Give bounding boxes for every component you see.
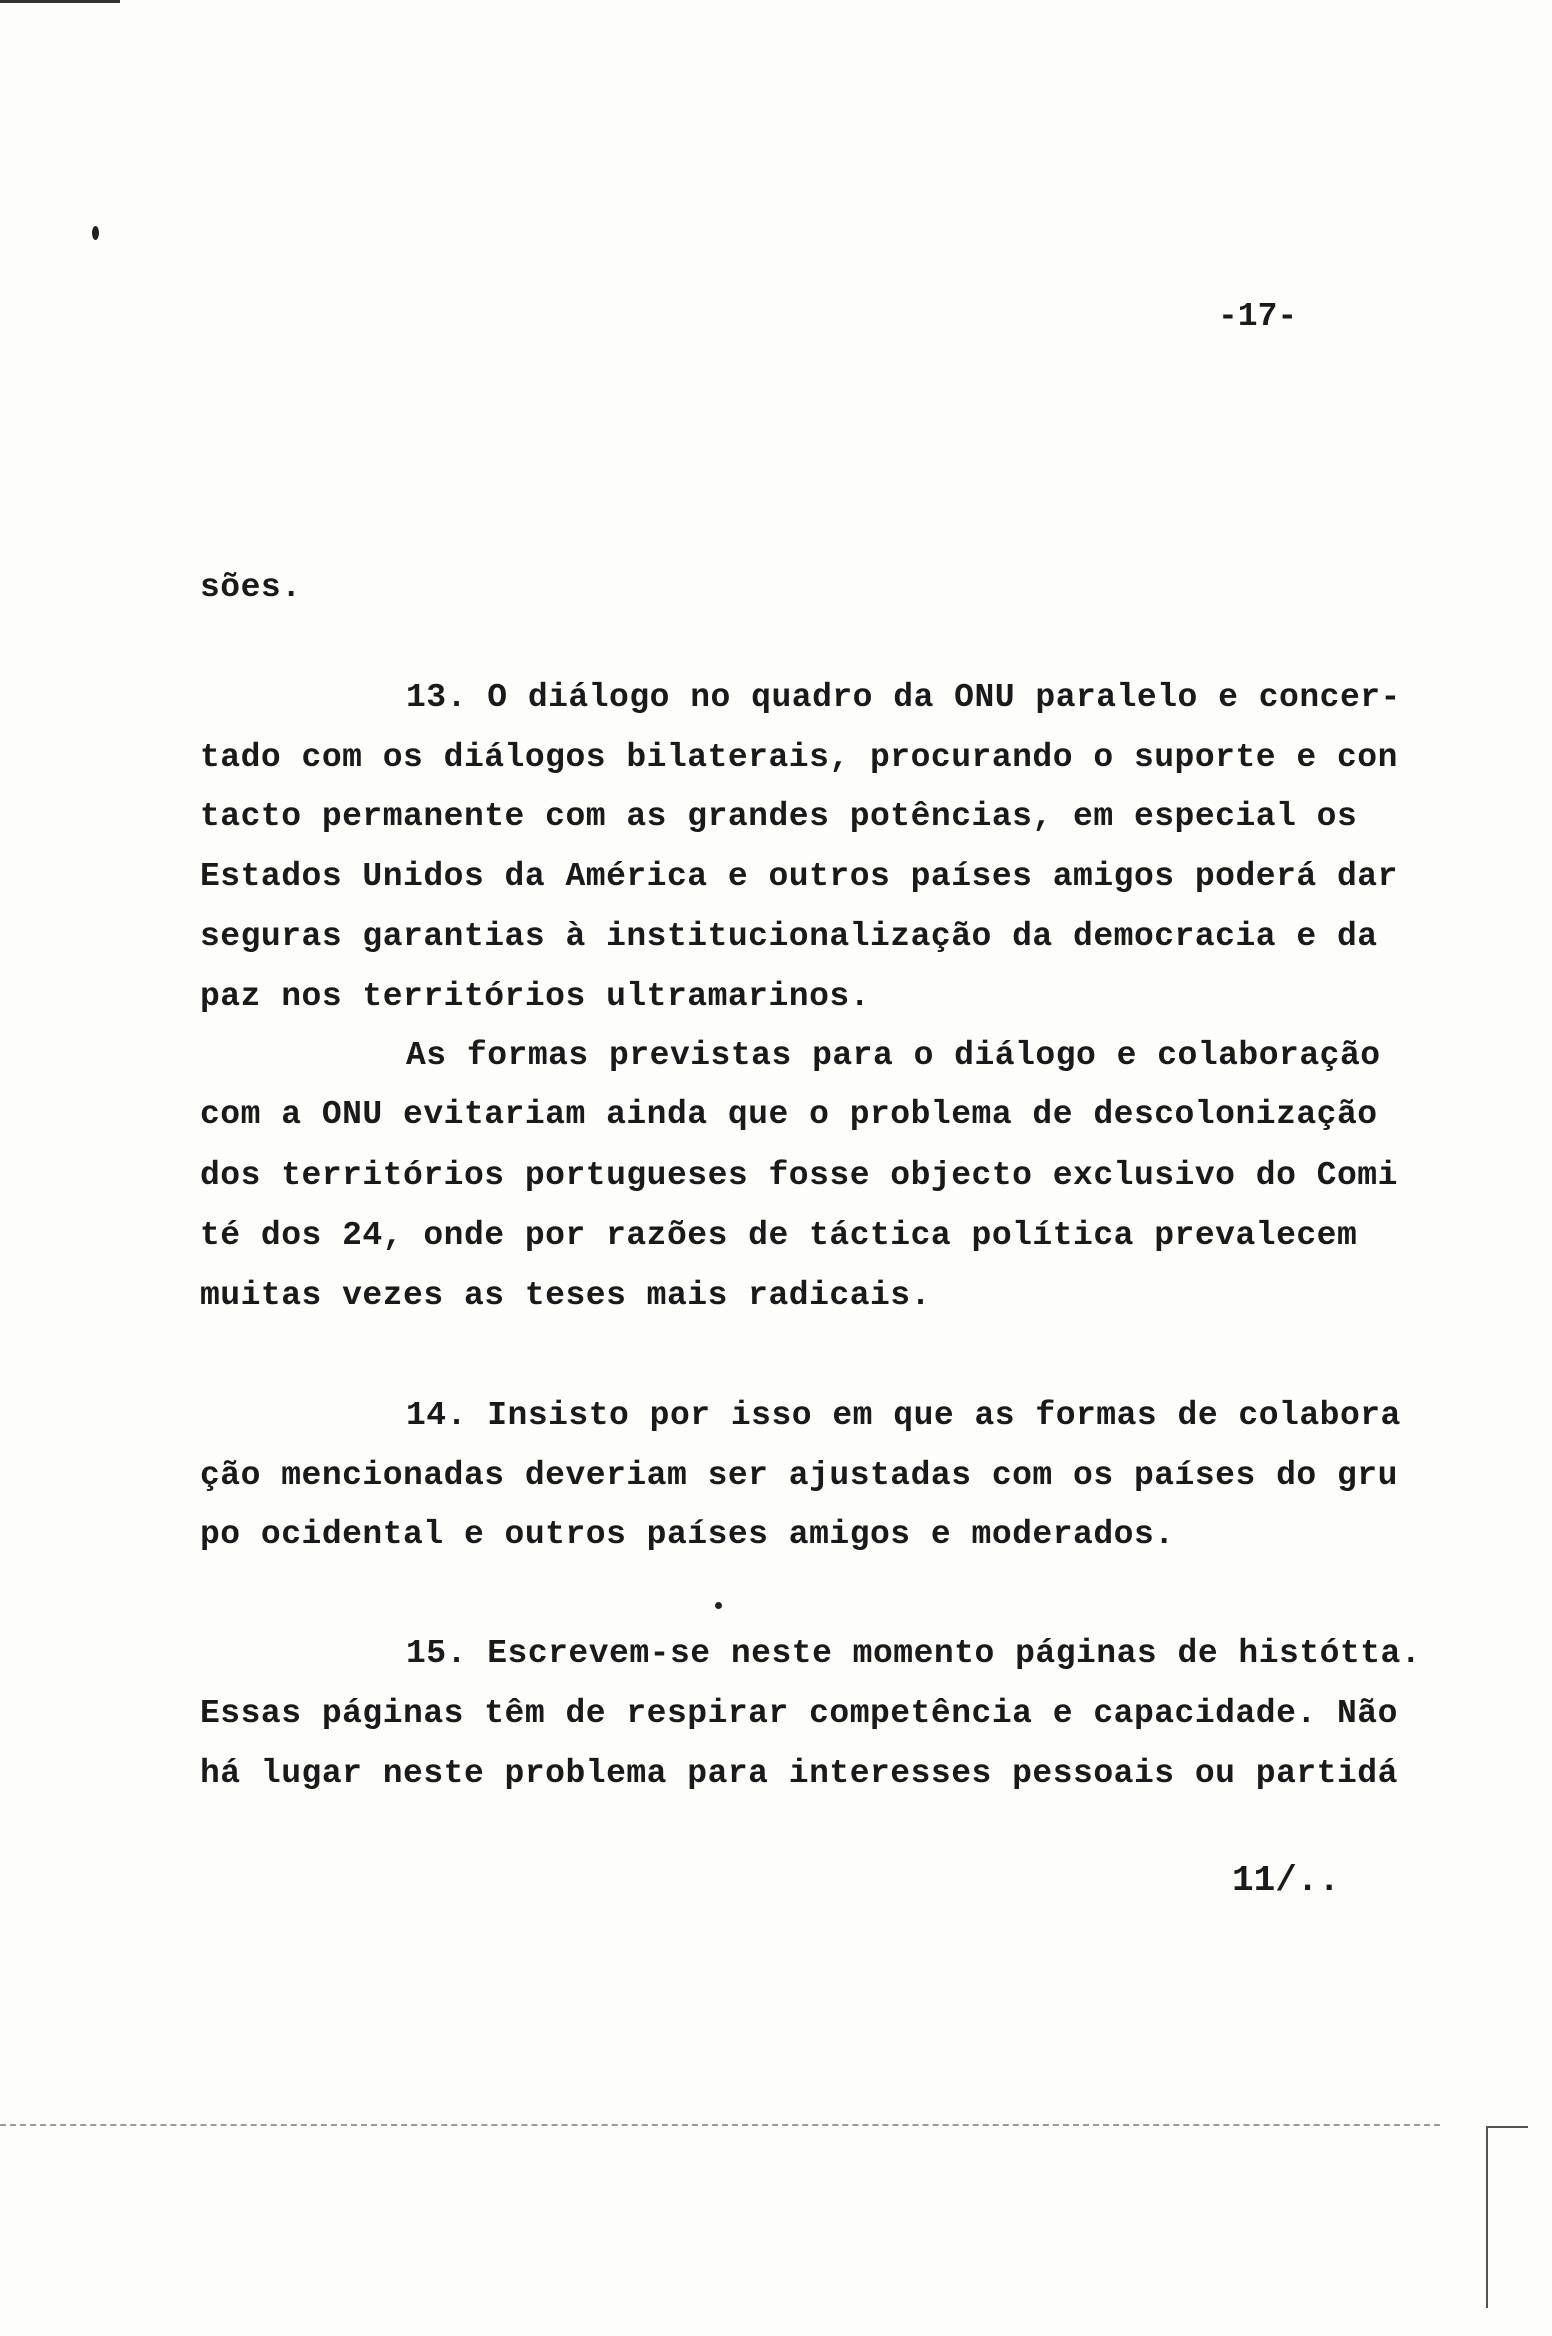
page-number: -17- bbox=[1218, 298, 1298, 335]
text-line: muitas vezes as teses mais radicais. bbox=[200, 1277, 931, 1314]
text-line: Estados Unidos da América e outros países amigos poderá dar bbox=[200, 858, 1398, 895]
text-line: seguras garantias à institucionalização da democracia e da bbox=[200, 918, 1378, 955]
text-line: po ocidental e outros países amigos e moderados. bbox=[200, 1516, 1175, 1553]
scan-corner-mark bbox=[1486, 2126, 1528, 2308]
text-line: com a ONU evitariam ainda que o problema de descolonização bbox=[200, 1096, 1378, 1133]
page-edge-mark bbox=[0, 0, 120, 3]
text-line: ção mencionadas deveriam ser ajustadas com os países do gru bbox=[200, 1457, 1398, 1494]
ink-speck bbox=[715, 1602, 722, 1609]
text-line: paz nos territórios ultramarinos. bbox=[200, 978, 871, 1015]
paragraph-13-start: 13. O diálogo no quadro da ONU paralelo e concer- bbox=[406, 679, 1401, 716]
paragraph-14-start: 14. Insisto por isso em que as formas de colabora bbox=[406, 1397, 1401, 1434]
text-line: há lugar neste problema para interesses pessoais ou partidá bbox=[200, 1755, 1398, 1792]
scan-rule-line bbox=[0, 2124, 1440, 2126]
text-line: té dos 24, onde por razões de táctica política prevalecem bbox=[200, 1217, 1358, 1254]
text-line: tacto permanente com as grandes potências, em especial os bbox=[200, 798, 1358, 835]
ink-speck bbox=[92, 226, 99, 240]
paragraph-15-start: 15. Escrevem-se neste momento páginas de histótta. bbox=[406, 1635, 1422, 1672]
text-line: tado com os diálogos bilaterais, procurando o suporte e con bbox=[200, 739, 1398, 776]
text-line: sões. bbox=[200, 569, 302, 606]
text-line: As formas previstas para o diálogo e colaboração bbox=[406, 1037, 1381, 1074]
text-line: dos territórios portugueses fosse objecto exclusivo do Comi bbox=[200, 1157, 1398, 1194]
text-line: Essas páginas têm de respirar competência e capacidade. Não bbox=[200, 1695, 1398, 1732]
continuation-mark: 11/.. bbox=[1232, 1860, 1341, 1901]
